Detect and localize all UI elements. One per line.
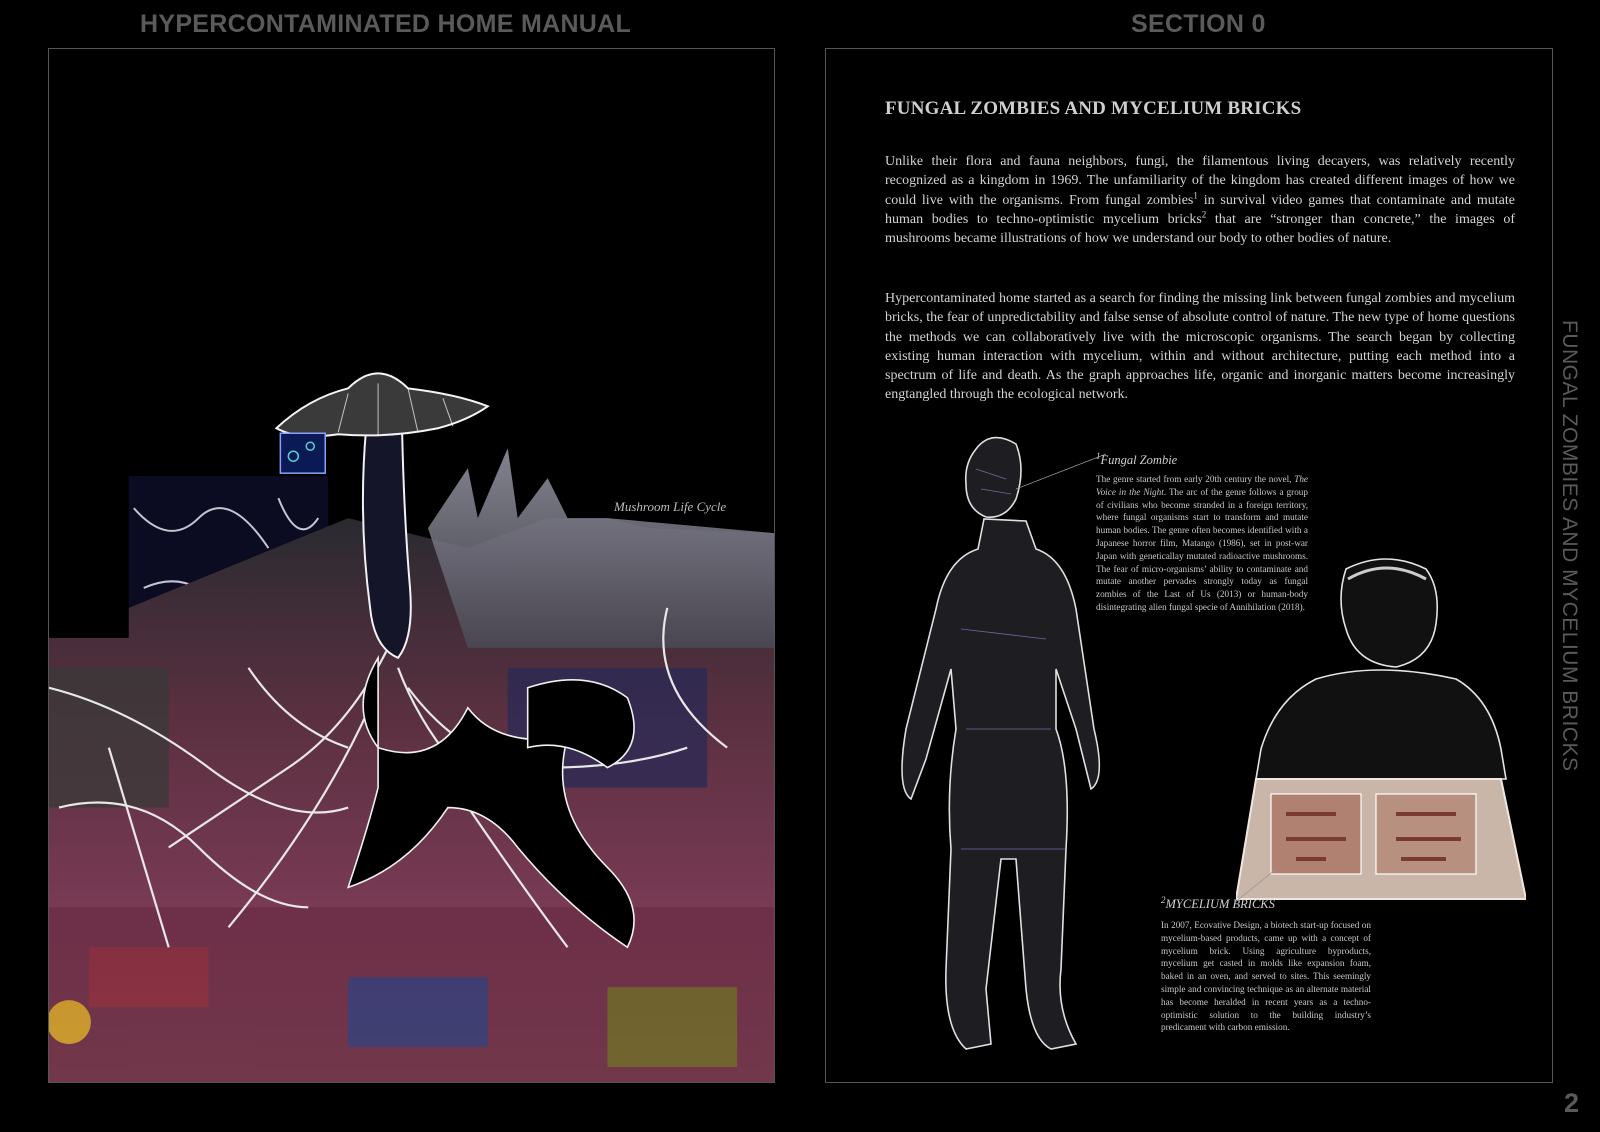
mushroom-collage-image <box>49 49 774 1082</box>
footnote-2-body: In 2007, Ecovative Design, a biotech start-up focused on mycelium-based products, came up with a concept of mycelium brick. Using agriculture byproducts, mycelium get casted in molds like expansion foam, baked in an oven, and served to sites. This seemingly simple and convincing technique as an alternate material has become heralded in recent years as a techno-optimistic solution to the building industry’s predicament with carbon emission. <box>1161 920 1371 1033</box>
header-left-title: HYPERCONTAMINATED HOME MANUAL <box>140 10 632 38</box>
article-title: FUNGAL ZOMBIES AND MYCELIUM BRICKS <box>885 98 1302 119</box>
footnote-1-number: 1 <box>1096 450 1101 461</box>
footnote-2-title: $^2$MYCELIUM BRICKS <box>1161 894 1275 911</box>
vertical-section-title: FUNGAL ZOMBIES AND MYCELIUM BRICKS <box>1558 320 1581 772</box>
brick-mold-tray <box>1236 779 1526 899</box>
collage-caption: Mushroom Life Cycle <box>614 499 727 514</box>
page-number: 2 <box>1564 1088 1580 1118</box>
footnote-2-number: 2 <box>1161 894 1166 905</box>
footnote-1-leader-line <box>1016 454 1106 489</box>
header-section-title: SECTION 0 <box>1131 10 1266 38</box>
article-paragraph-1: Unlike their flora and fauna neighbors, fungi, the filamentous living decayers, was relatively recently recognized as a kingdom in 1969. The unfamiliarity of the kingdom has created different images of how we could live with the organisms. From fungal zombies$^1$ in survival video games that contaminate and mutate human bodies to techno-optimistic mycelium bricks$^2$ that are “stronger than concrete,” the images of mushrooms became illustrations of how we understand our body to other bodies of nature. <box>885 154 1515 247</box>
article-paragraph-2: Hypercontaminated home started as a search for finding the missing link between fungal zombies and mycelium bricks, the fear of unpredictability and false sense of absolute control of nature. The new type of home questions the methods we can collaboratively live with the microscopic organisms. The search began by collecting existing human interaction with mycelium, within and without architecture, putting each method into a spectrum of life and death. As the graph approaches life, organic and inorganic matters become increasingly engtangled through the ecological network. <box>885 291 1515 403</box>
footnote-ref-1: 1 <box>1193 189 1198 200</box>
left-image-panel <box>48 48 775 1083</box>
footnote-1-title: $^1$Fungal Zombie <box>1096 450 1178 467</box>
footnote-1-body: The genre started from early 20th century the novel, The Voice in the Night. The arc of the genre follows a group of civilians who become stranded in a foreign territory, where fungal organisms start to transform and mutate human bodies. The genre often becomes identified with a Japanese horror film, Matango (1986), set in post-war Japan with geneticallay mutated radioactive mushrooms. The fear of micro-organisms’ ability to contaminate and mutate another pervades strongly today as fungal zombies of the Last of Us (2013) or human-body disintegrating alien fungal specie of Annihilation (2018). <box>1096 474 1308 612</box>
right-article-panel <box>825 48 1553 1083</box>
footnote-ref-2: 2 <box>1201 209 1207 220</box>
